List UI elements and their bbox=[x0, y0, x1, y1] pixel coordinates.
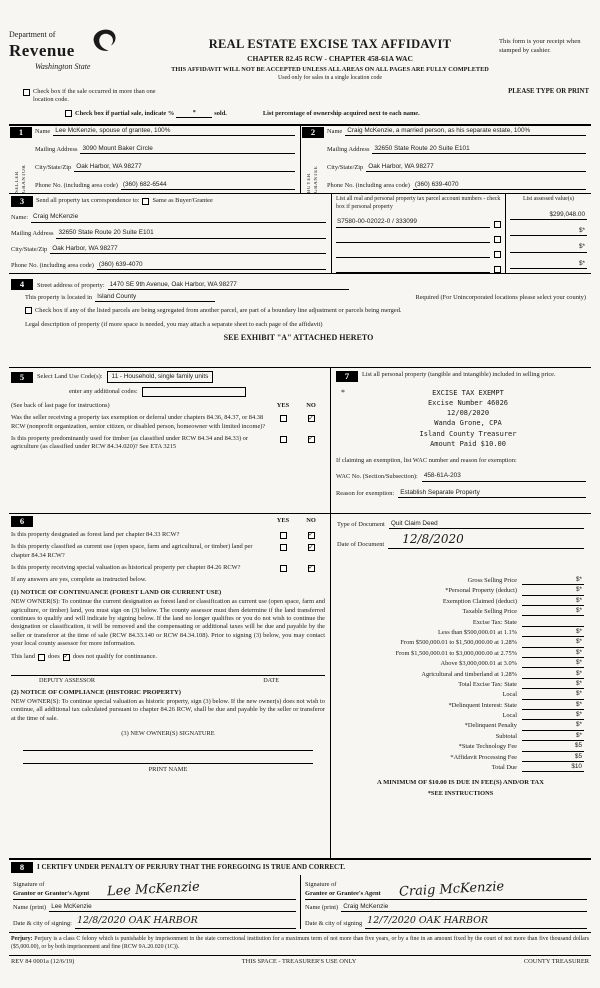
tax-row-value[interactable]: $* bbox=[522, 670, 584, 679]
form-chapter: CHAPTER 82.45 RCW - CHAPTER 458-61A WAC bbox=[247, 54, 413, 64]
see-instructions-note: *SEE INSTRUCTIONS bbox=[427, 789, 494, 797]
tax-row-value[interactable]: $* bbox=[522, 649, 584, 658]
tax-row-label: From $1,500,000.01 to $3,000,000.00 at 2.75% bbox=[395, 649, 517, 657]
wac-value[interactable]: 458-61A-203 bbox=[422, 472, 586, 481]
correspondence-city-row bbox=[11, 245, 326, 254]
notice-continuance-title: (1) NOTICE OF CONTINUANCE (FOREST LAND OR CURRENT USE) bbox=[11, 588, 222, 596]
current-use-yes-checkbox[interactable] bbox=[280, 544, 287, 551]
new-owner-signature-title: (3) NEW OWNER(S) SIGNATURE bbox=[121, 730, 215, 738]
seller-name-row bbox=[35, 127, 295, 136]
stamp-star: * bbox=[341, 388, 345, 397]
buyer-side-label: BUYER bbox=[306, 173, 312, 193]
subhead bbox=[9, 86, 591, 124]
seller-phone-label: Phone No. (including area code) bbox=[35, 181, 118, 189]
section-5 bbox=[9, 368, 331, 513]
answers-instruction: If any answers are yes, complete as instructed below. bbox=[11, 576, 147, 584]
correspondence-name-label: Name: bbox=[11, 214, 29, 222]
section-6 bbox=[9, 514, 331, 858]
land-use-code-value[interactable]: 11 - Household, single family units bbox=[107, 371, 214, 383]
correspondence-phone-label: Phone No. (including area code) bbox=[11, 261, 94, 269]
yes-column-header: YES bbox=[276, 517, 290, 525]
tax-row bbox=[337, 606, 584, 616]
buyer-address-label: Mailing Address bbox=[327, 145, 370, 153]
footer-line bbox=[9, 955, 591, 966]
buyer-name-label: Name bbox=[327, 128, 343, 135]
legal-description-label: Legal description of property (if more space is needed, you may attach a separate sheet to each page of the affidavit) bbox=[25, 320, 323, 328]
document-type-value[interactable]: Quit Claim Deed bbox=[389, 520, 584, 529]
land-does-checkbox[interactable] bbox=[38, 654, 45, 661]
tax-row bbox=[337, 731, 584, 741]
located-in-value[interactable]: Island County bbox=[95, 293, 215, 302]
tax-row-value[interactable]: $* bbox=[522, 659, 584, 668]
parcel-number[interactable] bbox=[336, 250, 490, 258]
yes-column-header: YES bbox=[276, 402, 290, 409]
tax-row-value[interactable]: $* bbox=[522, 690, 584, 699]
notice-compliance-title: (2) NOTICE OF COMPLIANCE (HISTORIC PROPERTY) bbox=[11, 688, 181, 696]
tax-row bbox=[337, 679, 584, 689]
grantee-date-city-label: Date & city of signing bbox=[305, 920, 363, 928]
assessed-row bbox=[510, 243, 587, 252]
seller-side-label: SELLER bbox=[14, 171, 20, 193]
additional-codes-field[interactable] bbox=[142, 387, 246, 397]
dept-prefix: Department of bbox=[9, 30, 56, 39]
grantee-date-city-value[interactable]: 12/7/2020 OAK HARBOR bbox=[365, 915, 587, 928]
tax-row-value[interactable]: $5 bbox=[522, 742, 584, 751]
tax-row-label: Subtotal bbox=[495, 732, 517, 740]
reason-label: Reason for exemption: bbox=[336, 489, 395, 497]
grantor-name-print-value[interactable]: Lee McKenzie bbox=[49, 903, 296, 912]
send-correspondence-label: Send all property tax correspondence to: bbox=[36, 197, 140, 205]
tax-row-label: Above $3,000,000.01 at 3.0% bbox=[440, 660, 517, 668]
timber-yes-checkbox[interactable] bbox=[280, 436, 287, 443]
assessed-value[interactable]: $* bbox=[510, 227, 587, 236]
seller-address-row bbox=[35, 145, 295, 154]
tax-row bbox=[337, 627, 584, 637]
assessed-row bbox=[510, 227, 587, 236]
assessed-value[interactable]: $* bbox=[510, 243, 587, 252]
tax-row-label: Total Due bbox=[491, 764, 517, 772]
forest-no-checkbox[interactable]: ✓ bbox=[308, 531, 314, 539]
stamp-line: Island County Treasurer bbox=[419, 429, 517, 438]
section-3 bbox=[9, 194, 591, 274]
stamp-line: EXCISE TAX EXEMPT bbox=[432, 389, 504, 397]
seller-address-label: Mailing Address bbox=[35, 145, 78, 153]
correspondence-name-value[interactable]: Craig McKenzie bbox=[31, 213, 326, 222]
tax-row-label: Taxable Selling Price bbox=[462, 608, 517, 616]
correspondence-name-row bbox=[11, 213, 326, 222]
tax-row-label: *Delinquent Penalty bbox=[464, 722, 517, 730]
form-body bbox=[9, 124, 591, 933]
certify-statement: I CERTIFY UNDER PENALTY OF PERJURY THAT THE FOREGOING IS TRUE AND CORRECT. bbox=[37, 862, 346, 871]
tax-row-value[interactable]: $* bbox=[522, 638, 584, 647]
parcel-row bbox=[336, 235, 501, 243]
print-name-line[interactable] bbox=[23, 751, 313, 764]
dept-sub: Washington State bbox=[35, 62, 91, 72]
tax-table bbox=[337, 575, 584, 772]
parcel-number[interactable]: S7580-00-02022-0 / 333099 bbox=[336, 218, 490, 227]
exemption-question: Was the seller receiving a property tax exemption or deferral under chapters 84.36, 84.37, or 84.38 RCW (nonprofit organization, senior citizen, or disabled person, homeowner with limited income)? bbox=[11, 414, 266, 430]
tax-row bbox=[337, 752, 584, 762]
seller-phone-value[interactable]: (360) 682-6544 bbox=[121, 181, 295, 190]
tax-row-label: *State Technology Fee bbox=[458, 743, 517, 751]
segregated-checkbox[interactable] bbox=[25, 307, 32, 314]
grantor-signature-label-1: Signature of bbox=[13, 881, 45, 889]
no-column-header: NO bbox=[306, 402, 316, 409]
section-6-number: 6 bbox=[11, 516, 33, 527]
section-4-number: 4 bbox=[11, 279, 33, 290]
form-warning: THIS AFFIDAVIT WILL NOT BE ACCEPTED UNLESS ALL AREAS ON ALL PAGES ARE FULLY COMPLETED bbox=[171, 66, 489, 73]
does-not-label: does not qualify for continuance. bbox=[72, 653, 157, 661]
seller-city-row bbox=[35, 163, 295, 172]
additional-codes-label: enter any additional codes: bbox=[69, 387, 138, 395]
seller-city-value[interactable]: Oak Harbor, WA 98277 bbox=[74, 163, 295, 172]
partial-sale-sold-label: sold. bbox=[214, 109, 227, 117]
section-4 bbox=[9, 274, 591, 368]
correspondence-city-value[interactable]: Oak Harbor, WA 98277 bbox=[50, 245, 326, 254]
current-use-question: Is this property classified as current use (open space, farm and agricultural, or timber) land per chapter 84.34 RCW? bbox=[11, 543, 253, 559]
notice-compliance-body: NEW OWNER(S): To continue special valuation as historic property, sign (3) below. If the new owner(s) does not wish to continue, all additional tax calculated pursuant to chapter 84.26 RCW, shall be due and payable by the seller or transferor at the time of sale. bbox=[11, 698, 325, 722]
parcel-personal-checkbox[interactable] bbox=[494, 236, 501, 243]
grantee-signature-label-1: Signature of bbox=[305, 881, 337, 889]
grantor-signature-block bbox=[9, 875, 300, 929]
historic-yes-checkbox[interactable] bbox=[280, 565, 287, 572]
tax-row-value[interactable]: $* bbox=[522, 586, 584, 595]
parcel-personal-checkbox[interactable] bbox=[494, 266, 501, 273]
parcel-personal-checkbox[interactable] bbox=[494, 221, 501, 228]
buyer-city-value[interactable]: Oak Harbor, WA 98277 bbox=[366, 163, 586, 172]
new-owner-signature-line[interactable] bbox=[23, 738, 313, 751]
tax-row bbox=[337, 720, 584, 730]
tax-row bbox=[337, 596, 584, 606]
buyer-city-label: City/State/Zip bbox=[327, 163, 364, 171]
tax-row-label: Excise Tax: State bbox=[472, 618, 517, 626]
buyer-phone-label: Phone No. (including area code) bbox=[327, 181, 410, 189]
section-8 bbox=[9, 860, 591, 932]
grantor-date-city-label: Date & city of signing: bbox=[13, 920, 72, 928]
form-header bbox=[9, 30, 591, 86]
excise-stamp bbox=[336, 388, 586, 449]
correspondence-phone-row bbox=[11, 261, 326, 270]
tax-row bbox=[337, 710, 584, 720]
seller-name-label: Name bbox=[35, 128, 51, 135]
personal-property-label: List all personal property (tangible and intangible) included in selling price. bbox=[362, 371, 556, 378]
document-date-value[interactable]: 12/8/2020 bbox=[388, 532, 584, 549]
partial-sale-percent-field[interactable]: * bbox=[176, 109, 212, 118]
tax-row-value[interactable] bbox=[522, 619, 584, 627]
tax-row-label: Less than $500,000.01 at 1.1% bbox=[438, 628, 517, 636]
legal-description-value[interactable]: SEE EXHIBIT "A" ATTACHED HERETO bbox=[223, 332, 374, 342]
section-3-number: 3 bbox=[11, 196, 33, 207]
grantor-signature-label-2: Grantor or Grantor's Agent bbox=[13, 889, 90, 897]
dor-logo bbox=[9, 30, 161, 86]
historic-no-checkbox[interactable]: ✓ bbox=[308, 564, 314, 572]
perjury-label: Perjury: bbox=[11, 936, 33, 942]
buyer-city-row bbox=[327, 163, 586, 172]
timber-no-checkbox[interactable]: ✓ bbox=[308, 435, 314, 443]
grantee-name-print-value[interactable]: Craig McKenzie bbox=[341, 903, 587, 912]
multi-location-checkbox[interactable] bbox=[23, 89, 30, 96]
tax-row-label: Local bbox=[502, 712, 517, 720]
seller-phone-row bbox=[35, 181, 295, 190]
grantee-signature-label-2: Grantee or Grantee's Agent bbox=[305, 889, 381, 897]
treasurer-space-label: THIS SPACE - TREASURER'S USE ONLY bbox=[241, 958, 357, 966]
this-land-label: This land bbox=[11, 653, 35, 661]
parcel-row bbox=[336, 250, 501, 258]
tax-row bbox=[337, 648, 584, 658]
tax-row bbox=[337, 637, 584, 647]
current-use-no-checkbox[interactable]: ✓ bbox=[308, 543, 314, 551]
single-location-note: Used only for sales in a single location code bbox=[277, 75, 383, 82]
tax-row-value[interactable]: $* bbox=[522, 711, 584, 720]
tax-row-label: Agricultural and timberland at 1.28% bbox=[421, 670, 517, 678]
stamp-line: 12/08/2020 bbox=[446, 409, 490, 418]
parcel-row bbox=[336, 265, 501, 273]
timber-question: Is this property predominantly used for timber (as classified under RCW 84.34 and 84.33) or agriculture (as classified under RCW 84.34.020)? See ETA 3215 bbox=[11, 434, 248, 451]
county-treasurer-label: COUNTY TREASURER bbox=[523, 958, 589, 966]
document-type-label: Type of Document bbox=[337, 521, 385, 528]
please-type-note: PLEASE TYPE OR PRINT bbox=[508, 88, 589, 95]
assessed-value[interactable]: $* bbox=[510, 260, 587, 269]
correspondence-address-value[interactable]: 32650 State Route 20 Suite E101 bbox=[56, 229, 326, 238]
tax-row-value[interactable]: $* bbox=[522, 680, 584, 689]
grantor-side-label: GRANTOR bbox=[21, 164, 27, 193]
buyer-phone-value[interactable]: (360) 639-4070 bbox=[413, 181, 586, 190]
exemption-note: If claiming an exemption, list WAC number and reason for exemption: bbox=[336, 456, 517, 464]
parcel-number[interactable] bbox=[336, 265, 490, 273]
land-does-not-checkbox[interactable]: ✓ bbox=[63, 653, 69, 661]
receipt-note: This form is your receipt when stamped by cashier. bbox=[499, 38, 581, 54]
assessed-values-column bbox=[505, 194, 591, 273]
buyer-phone-row bbox=[327, 181, 586, 190]
minimum-due-note: A MINIMUM OF $10.00 IS DUE IN FEE(S) AND/OR TAX bbox=[377, 779, 544, 787]
tax-row-label: From $500,000.01 to $1,500,000.00 at 1.28% bbox=[400, 639, 517, 647]
timber-question-row bbox=[11, 435, 325, 452]
tax-row-value[interactable]: $* bbox=[522, 732, 584, 741]
exemption-question-row bbox=[11, 414, 325, 431]
historic-question-row bbox=[11, 564, 325, 572]
current-use-question-row bbox=[11, 543, 325, 560]
tax-row bbox=[337, 689, 584, 699]
grantor-date-city-value[interactable]: 12/8/2020 OAK HARBOR bbox=[75, 915, 296, 928]
tax-row-label: Total Excise Tax: State bbox=[458, 680, 517, 688]
dept-name: Revenue bbox=[9, 41, 75, 61]
ownership-note: List percentage of ownership acquired next to each name. bbox=[262, 109, 420, 117]
buyer-address-row bbox=[327, 145, 586, 154]
title-block bbox=[161, 30, 499, 86]
document-date-label: Date of Document bbox=[337, 540, 385, 548]
parcel-numbers-column bbox=[331, 194, 505, 273]
dor-swoosh-icon bbox=[89, 27, 121, 57]
stamp-line: Excise Number 46026 bbox=[427, 399, 509, 408]
seller-name-value[interactable]: Lee McKenzie, spouse of grantee, 100% bbox=[53, 127, 295, 136]
form-revision: REV 84 0001a (12/6/19) bbox=[11, 958, 75, 966]
assessed-value[interactable]: $299,048.00 bbox=[510, 211, 587, 220]
parcel-header: List all real and personal property tax parcel account numbers - check box if personal property bbox=[336, 196, 501, 210]
tax-row bbox=[337, 668, 584, 678]
tax-row bbox=[337, 575, 584, 585]
same-as-buyer-checkbox[interactable] bbox=[142, 198, 149, 205]
seller-address-value[interactable]: 3090 Mount Baker Circle bbox=[80, 145, 295, 154]
buyer-address-value[interactable]: 32650 State Route 20 Suite E101 bbox=[372, 145, 586, 154]
tax-row-label: Gross Selling Price bbox=[467, 576, 517, 584]
tax-row bbox=[337, 762, 584, 772]
grantor-signature[interactable]: Lee McKenzie bbox=[106, 879, 201, 900]
partial-sale-label: Check box if partial sale, indicate % bbox=[75, 109, 175, 117]
perjury-notice bbox=[9, 936, 591, 951]
tax-row bbox=[337, 616, 584, 626]
section-1-seller bbox=[9, 126, 300, 193]
multi-location-label: Check box if the sale occurred in more than one location code. bbox=[33, 88, 156, 104]
correspondence-phone-value[interactable]: (360) 639-4070 bbox=[97, 261, 326, 270]
correspondence-address-row bbox=[11, 229, 326, 238]
parcel-row bbox=[336, 218, 501, 227]
exemption-yes-checkbox[interactable] bbox=[280, 415, 287, 422]
parcel-number[interactable] bbox=[336, 235, 490, 243]
tax-row-label: Exemption Claimed (deduct) bbox=[442, 597, 517, 605]
tax-row-value[interactable]: $* bbox=[522, 576, 584, 585]
grantee-signature[interactable]: Craig McKenzie bbox=[398, 879, 505, 900]
notice-continuance-body: NEW OWNER(S): To continue the current designation as forest land or classification as current use (open space, farm and agriculture, or timber) land, you must sign on (3) below. The county assessor must then determine if the land transferred continues to qualify and will indicate by signing below. If the land no longer qualifies or you do not wish to continue the designation or classification, it will be removed and the compensating or additional taxes will be due and payable by the seller or transferor at the time of sale (RCW 84.33.140 or RCW 84.34.108). Prior to signing (3) below, you may contact your local county assessor for more information. bbox=[11, 598, 325, 647]
street-address-value[interactable]: 1470 SE 9th Avenue, Oak Harbor, WA 98277 bbox=[108, 281, 349, 290]
print-name-label: PRINT NAME bbox=[148, 766, 188, 774]
see-back-note: (See back of last page for instructions) bbox=[11, 402, 110, 409]
assessed-header: List assessed value(s) bbox=[522, 196, 575, 202]
date-label: DATE bbox=[263, 676, 279, 684]
tax-row-value[interactable]: $5 bbox=[522, 753, 584, 762]
tax-row-value[interactable]: $* bbox=[522, 701, 584, 710]
assessed-row bbox=[510, 211, 587, 220]
forest-land-question-row bbox=[11, 531, 325, 539]
perjury-text: Perjury is a class C felony which is punishable by imprisonment in the state correctional institution for a maximum term of not more than five years, or by a fine in an amount fixed by the court of not more than five thousand dollars ($5,000.00), or by both imprisonment and fine (RCW 9A.20.020 (1C)). bbox=[11, 936, 589, 950]
wac-label: WAC No. (Section/Subsection): bbox=[336, 473, 418, 481]
reason-value[interactable]: Establish Separate Property bbox=[398, 489, 586, 498]
grantee-name-print-label: Name (print) bbox=[305, 904, 339, 911]
required-county-note: Required (For Unincorporated locations please select your county) bbox=[415, 294, 586, 301]
same-as-buyer-label: Same as Buyer/Grantee bbox=[152, 197, 213, 205]
tax-column bbox=[331, 514, 591, 858]
land-use-label: Select Land Use Code(s): bbox=[37, 372, 103, 380]
stamp-line: Amount Paid $10.00 bbox=[430, 439, 506, 448]
forest-yes-checkbox[interactable] bbox=[280, 532, 287, 539]
tax-row bbox=[337, 700, 584, 710]
segregated-label: Check box if any of the listed parcels are being segregated from another parcel, are part of a boundary line adjustment or parcels being merged. bbox=[35, 307, 402, 315]
parcel-personal-checkbox[interactable] bbox=[494, 251, 501, 258]
street-address-label: Street address of property: bbox=[37, 281, 105, 289]
tax-row bbox=[337, 585, 584, 595]
deputy-assessor-label: DEPUTY ASSESSOR bbox=[39, 676, 95, 684]
section-1-number: 1 bbox=[10, 127, 32, 138]
section-7-number: 7 bbox=[336, 371, 358, 382]
correspondence-address-label: Mailing Address bbox=[11, 230, 54, 238]
located-in-label: This property is located in bbox=[25, 294, 93, 301]
tax-row-label: *Delinquent Interest: State bbox=[448, 701, 517, 709]
section-5-number: 5 bbox=[11, 372, 33, 383]
section-8-number: 8 bbox=[11, 862, 33, 873]
grantee-signature-block bbox=[300, 875, 591, 929]
section-2-buyer bbox=[300, 126, 591, 193]
grantee-side-label: GRANTEE bbox=[313, 165, 319, 193]
grantor-name-print-label: Name (print) bbox=[13, 904, 47, 911]
seller-city-label: City/State/Zip bbox=[35, 163, 72, 171]
does-label: does bbox=[47, 653, 60, 661]
section-2-number: 2 bbox=[302, 127, 324, 138]
tax-row-label: *Personal Property (deduct) bbox=[445, 587, 517, 595]
section-7 bbox=[331, 368, 591, 513]
tax-row-value[interactable]: $10 bbox=[522, 763, 584, 772]
stamp-line: Wanda Grone, CPA bbox=[434, 419, 502, 428]
historic-question: Is this property receiving special valuation as historical property per chapter 84.26 RCW? bbox=[11, 563, 241, 571]
partial-sale-checkbox[interactable] bbox=[65, 110, 72, 117]
no-column-header: NO bbox=[306, 517, 316, 525]
tax-row bbox=[337, 741, 584, 751]
tax-row-value[interactable]: $* bbox=[522, 721, 584, 730]
buyer-name-row bbox=[327, 127, 586, 136]
correspondence-city-label: City/State/Zip bbox=[11, 245, 48, 253]
tax-row-value[interactable]: $* bbox=[522, 607, 584, 616]
buyer-name-value[interactable]: Craig McKenzie, a married person, as his separate estate, 100% bbox=[345, 127, 586, 136]
tax-row-label: *Affidavit Processing Fee bbox=[450, 753, 517, 761]
form-title: REAL ESTATE EXCISE TAX AFFIDAVIT bbox=[208, 37, 452, 51]
exemption-no-checkbox[interactable]: ✓ bbox=[308, 414, 314, 422]
tax-row-label: Local bbox=[502, 691, 517, 699]
tax-row-value[interactable]: $* bbox=[522, 628, 584, 637]
forest-land-question: Is this property designated as forest land per chapter 84.33 RCW? bbox=[11, 531, 180, 538]
tax-row-value[interactable]: $* bbox=[522, 597, 584, 606]
tax-row bbox=[337, 658, 584, 668]
assessed-row bbox=[510, 260, 587, 269]
